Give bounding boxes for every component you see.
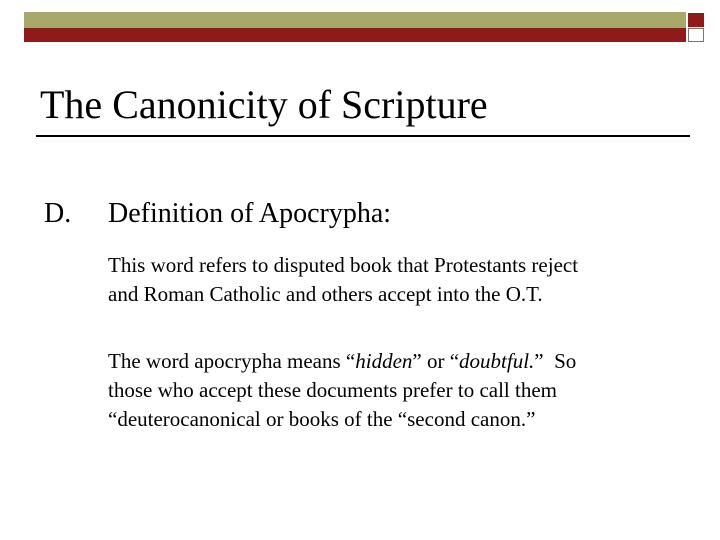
paragraph-definition [108,251,678,309]
italic-hidden: hidden [355,349,413,373]
paragraph-line: those who accept these documents prefer to call them [108,378,557,402]
item-marker: D. [44,198,72,229]
item-heading: Definition of Apocrypha: [108,198,392,229]
paragraph-line: This word refers to disputed book that Protestants reject [108,253,579,277]
corner-square-outline-icon [688,28,704,42]
text-fragment: ” So [534,349,577,373]
corner-square-filled-icon [688,13,704,27]
text-fragment: The word apocrypha means “ [108,349,356,373]
italic-doubtful: doubtful. [459,349,535,373]
paragraph-line: and Roman Catholic and others accept into the O.T. [108,282,543,306]
title-underline [36,135,690,137]
paragraph-meaning [108,347,678,434]
paragraph-line: “deuterocanonical or books of the “second canon.” [108,407,536,431]
slide-title: The Canonicity of Scripture [40,82,488,127]
top-decor-bar-maroon [24,28,686,42]
top-decor-bar-olive [24,12,686,28]
paragraph-line [108,347,678,376]
text-fragment: ” or “ [412,349,460,373]
